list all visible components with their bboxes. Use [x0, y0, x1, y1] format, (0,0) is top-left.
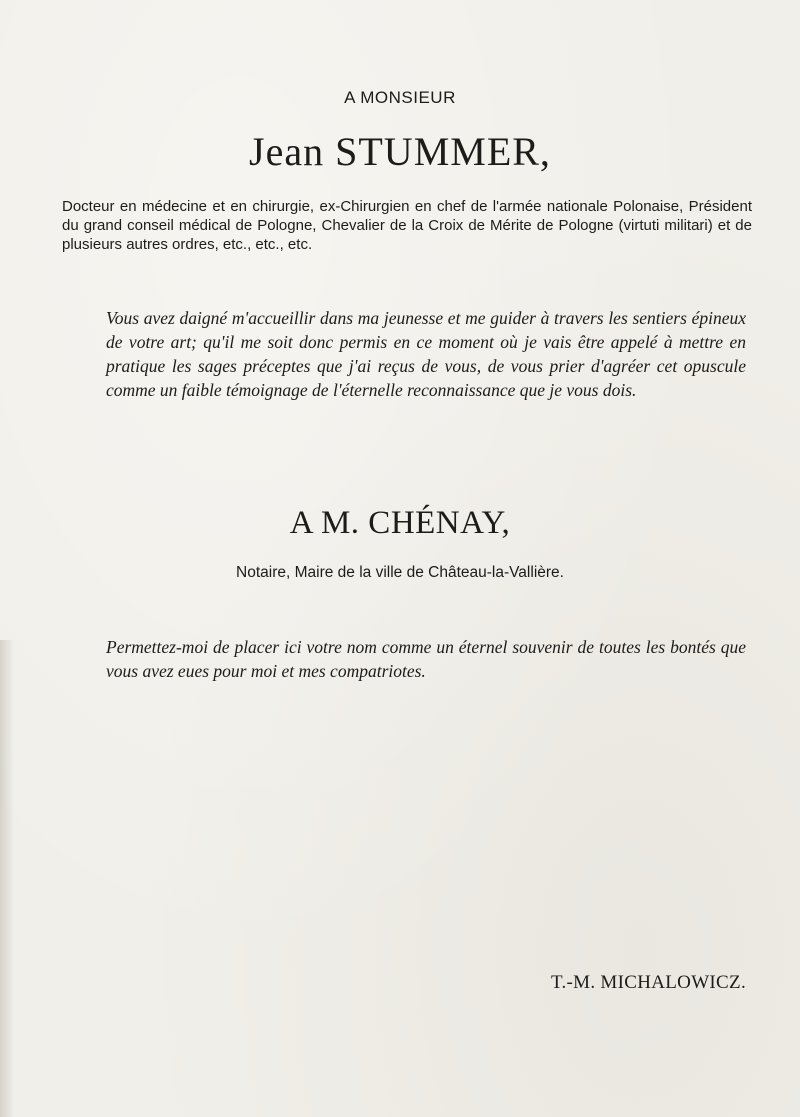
- second-recipient-heading: A M. CHÉNAY,: [289, 505, 511, 541]
- dedication-text-first: Vous avez daigné m'accueillir dans ma jeunesse et me guider à travers les sentiers épineux de votre art; qu'il me soit donc permis en ce moment où je vais être appelé à mettre en pratique les sages préceptes que j'ai reçus de vous, de vous prier d'agréer cet opuscule comme un faible témoignage de l'éternelle reconnaissance que je vous dois.: [106, 308, 746, 400]
- recipient-titles: Docteur en médecine et en chirurgie, ex-Chirurgien en chef de l'armée nationale Polonaise, Président du grand conseil médical de Pologne, Chevalier de la Croix de Mérite de Pologne (virtuti militari) et de plusieurs autres ordres, etc., etc., etc.: [62, 198, 752, 253]
- salutation-heading: A MONSIEUR: [344, 88, 456, 107]
- recipient-name-heading: Jean STUMMER,: [249, 129, 551, 174]
- second-recipient-subtitle: Notaire, Maire de la ville de Château-la-Vallière.: [236, 564, 564, 581]
- author-signature: T.-M. MICHALOWICZ.: [550, 972, 746, 993]
- dedication-text-second: Permettez-moi de placer ici votre nom comme un éternel souvenir de toutes les bontés que vous avez eues pour moi et mes compatriotes.: [106, 637, 746, 681]
- page-edge-shadow: [0, 640, 14, 1117]
